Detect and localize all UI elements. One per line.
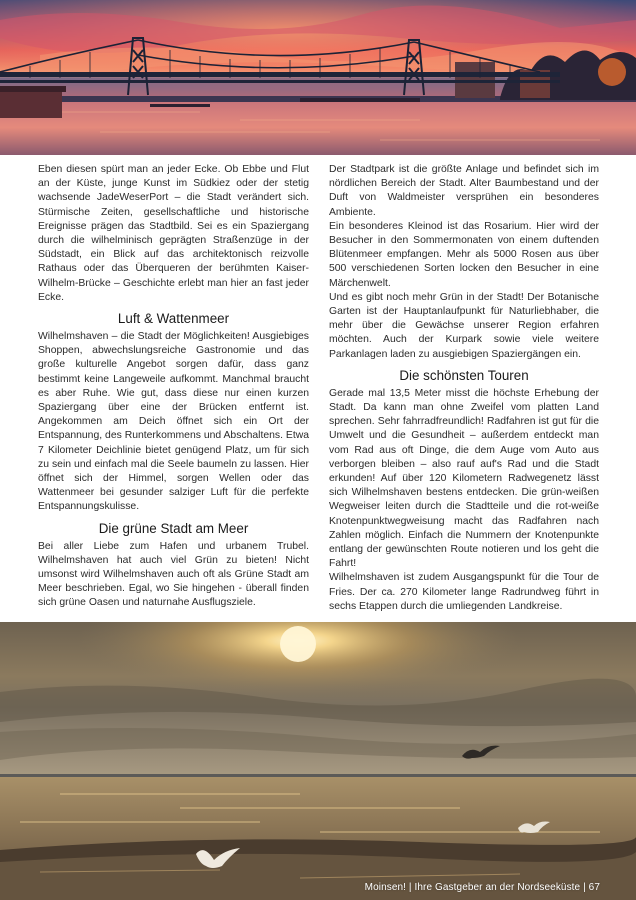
heading-gruene-stadt: Die grüne Stadt am Meer [98, 520, 249, 536]
heading-schoenste-touren: Die schönsten Touren [399, 367, 529, 383]
heading-luft-wattenmeer: Luft & Wattenmeer [117, 311, 230, 327]
stadtpark-paragraph: Der Stadtpark ist die größte Anlage und befindet sich im nördlichen Bereich der Stadt. Alter Baumbestand und der Duft von Waldmeister versprühen ein besonderes Ambiente. [329, 164, 599, 218]
right-text-column [329, 163, 599, 614]
sea-sunset-photo [0, 622, 636, 900]
gruene-stadt-paragraph: Bei aller Liebe zum Hafen und urbanem Trubel. Wilhelmshaven hat auch viel Grün zu bieten! Nicht umsonst wird Wilhelmshaven auch oft als Grüne Stadt am Meer beschrieben. Egal, wo Sie hingehen - überall finden sich grüne Oasen und naturnahe Ausflugsziele. [38, 540, 309, 609]
rosarium-paragraph: Ein besonderes Kleinod ist das Rosarium. Hier wird der Besucher in den Sommermonaten von einem duftenden Blütenmeer empfangen. Mehr als 5000 Rosen aus über 500 verschiedenen Sorten locken den Besucher in eine Märchenwelt. [329, 220, 599, 289]
intro-paragraph: Eben diesen spürt man an jeder Ecke. Ob Ebbe und Flut an der Küste, junge Kunst im Südkiez oder der stetig wachsende JadeWeserPort – die Stadt verändert sich. Stürmische Zeiten, gesellschaftliche und historische Ereignisse prägen das Stadtbild. Sei es ein Spaziergang durch die wilhelminisch geprägten Straßenzüge in der Südstadt, ein Blick auf das architektonisch reizvolle Rathaus oder das Überqueren der berühmten Kaiser-Wilhelm-Brücke – Geschichte erlebt man hier an fast jeder Ecke. [38, 164, 309, 303]
botanischer-garten-paragraph: Und es gibt noch mehr Grün in der Stadt! Der Botanische Garten ist der Hauptanlaufpunkt für Naturliebhaber, die mehr über die Gewächse unserer Region erfahren möchten. Auch der Kurpark sowie viele weitere Parkanlagen laden zu ausgiebigen Spaziergängen ein. [329, 291, 599, 360]
touren-paragraph: Gerade mal 13,5 Meter misst die höchste Erhebung der Stadt. Da kann man ohne Zweifel vom platten Land sprechen. Sehr fahrradfreundlich! Radfahren ist gut für die Umwelt und die Gesundheit – außerdem entdeckt man vom Rad aus oft Dinge, die dem Auge vom Auto aus verborgen bleiben – also rauf auf's Rad und die Stadt erkunden! Auf über 120 Kilometern Radwegenetz lässt sich Wilhelmshaven bestens entdecken. Die grün-weißen Wegweiser leiten durch die Stadtteile und die rot-weiße Knotenpunktwegweisung macht das Radfahren nach Zahlen möglich. Einfach die Nummern der Knotenpunkte entlang der gewünschten Route notieren und los geht die Fahrt! [329, 387, 599, 570]
page-footer: Moinsen! | Ihre Gastgeber an der Nordseeküste | 67 [364, 882, 600, 893]
luft-wattenmeer-paragraph: Wilhelmshaven – die Stadt der Möglichkeiten! Ausgiebiges Shoppen, abwechslungsreiche Gastronomie und das große kulturelle Angebot sorgen dafür, dass ganz bestimmt keine Langeweile aufkommt. Manchmal braucht es aber Ruhe. Wie gut, dass diese nur einen kurzen Spaziergang über eine der Brücken entfernt ist. Angekommen am Deich öffnet sich ein Ort der Entspannung, des Runterkommens und Abschaltens. Etwa 7 Kilometer Deichlinie bietet genügend Platz, um für sich zu sein und einfach mal die Seele baumeln zu lassen. Hier öffnet sich der Himmel, sorgen Wellen oder das Wattenmeer bei gesunder salziger Luft für die perfekte Entspannungskulisse. [38, 331, 309, 513]
tour-de-fries-paragraph: Wilhelmshaven ist zudem Ausgangspunkt für die Tour de Fries. Der ca. 270 Kilometer lange Radrundweg führt in sechs Etappen durch die umliegenden Landkreise. [329, 572, 599, 612]
left-text-column [38, 163, 309, 611]
bridge-sunset-photo [0, 0, 636, 155]
